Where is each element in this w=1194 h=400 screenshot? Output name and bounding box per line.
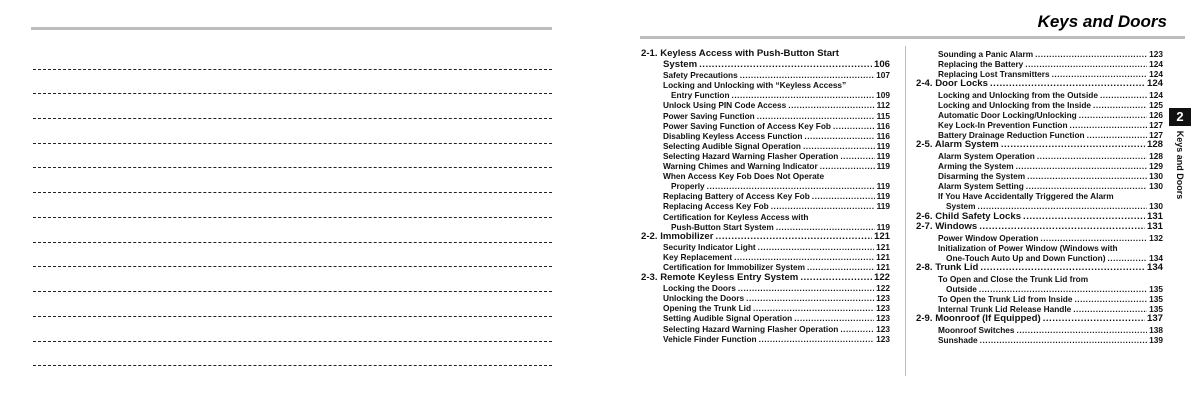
toc-page-number: 123 xyxy=(1149,49,1163,59)
toc-topic-entry xyxy=(916,100,1163,110)
toc-page-number: 123 xyxy=(876,313,890,324)
dot-leader xyxy=(840,151,874,161)
toc-page-number: 135 xyxy=(1149,303,1163,314)
dot-leader xyxy=(1074,294,1147,304)
toc-entry-title: Opening the Trunk Lid xyxy=(663,303,752,314)
toc-page-number: 115 xyxy=(876,110,890,121)
toc-page-number: 127 xyxy=(1149,130,1163,141)
toc-topic-entry xyxy=(916,191,1163,211)
dot-leader xyxy=(732,90,875,100)
dot-leader xyxy=(1107,253,1147,263)
toc-entry-title: 2-5. Alarm System xyxy=(916,139,999,151)
dot-leader xyxy=(1073,304,1147,314)
toc-page-number: 127 xyxy=(1149,120,1163,131)
toc-topic-entry xyxy=(641,80,890,100)
toc-page-number: 109 xyxy=(876,90,890,101)
note-line xyxy=(33,365,552,366)
dot-leader xyxy=(734,252,874,262)
toc-topic-entry xyxy=(641,191,890,201)
toc-entry-title: If You Have Accidentally Triggered the Alarm xyxy=(938,191,1114,202)
toc-entry-title: Power Saving Function xyxy=(663,110,755,121)
toc-topic-entry xyxy=(641,70,890,80)
toc-topic-entry xyxy=(641,141,890,151)
toc-topic-entry xyxy=(641,171,890,191)
toc-entry-title: Replacing Battery of Access Key Fob xyxy=(663,191,810,202)
toc-entry-title: 2-1. Keyless Access with Push-Button Start xyxy=(641,48,839,59)
toc-page-number: 122 xyxy=(873,271,890,283)
chapter-title-rule xyxy=(640,36,1185,39)
dot-leader xyxy=(776,222,875,232)
toc-entry-title: Locking and Unlocking from the Inside xyxy=(938,99,1092,110)
dot-leader xyxy=(1079,110,1147,120)
toc-page-number: 106 xyxy=(873,58,890,70)
dot-leader xyxy=(1001,140,1145,151)
toc-entry-title: Battery Drainage Reduction Function xyxy=(938,130,1085,141)
toc-entry-title: Unlocking the Doors xyxy=(663,293,745,304)
toc-entry-title: Outside xyxy=(946,283,977,294)
toc-entry-title: Disarming the System xyxy=(938,171,1026,182)
toc-page-number: 124 xyxy=(1149,59,1163,70)
toc-entry-title: Unlock Using PIN Code Access xyxy=(663,100,787,111)
toc-section-entry xyxy=(641,273,890,284)
toc-page-number: 116 xyxy=(876,130,890,141)
toc-topic-entry xyxy=(916,110,1163,120)
toc-entry-title: Alarm System Operation xyxy=(938,150,1035,161)
toc-page-number: 121 xyxy=(876,262,890,273)
toc-page-number: 119 xyxy=(876,181,890,192)
note-line xyxy=(33,217,552,218)
toc-entry-title: Selecting Hazard Warning Flasher Operation xyxy=(663,150,839,161)
toc-entry-title: Power Window Operation xyxy=(938,232,1039,243)
toc-entry-title: When Access Key Fob Does Not Operate xyxy=(663,171,825,182)
toc-entry-title: Replacing the Battery xyxy=(938,59,1024,70)
note-line xyxy=(33,192,552,193)
toc-column-left xyxy=(641,49,890,344)
dot-leader xyxy=(1016,161,1148,171)
note-line xyxy=(33,93,552,94)
dot-leader xyxy=(820,161,875,171)
note-line xyxy=(33,242,552,243)
toc-section-entry xyxy=(916,79,1163,90)
dot-leader xyxy=(979,284,1147,294)
toc-page-number: 122 xyxy=(876,283,890,294)
toc-entry-title: Entry Function xyxy=(671,90,730,101)
dot-leader xyxy=(980,335,1148,345)
toc-page-number: 131 xyxy=(1146,221,1163,233)
toc-entry-title: Internal Trunk Lid Release Handle xyxy=(938,303,1072,314)
toc-entry-title: System xyxy=(946,201,976,212)
dot-leader xyxy=(833,121,875,131)
toc-page-number: 134 xyxy=(1146,261,1163,273)
note-line xyxy=(33,143,552,144)
toc-entry-title: Push-Button Start System xyxy=(671,221,774,232)
dot-leader xyxy=(757,111,875,121)
toc-entry-title: Selecting Hazard Warning Flasher Operation xyxy=(663,323,839,334)
dot-leader xyxy=(979,222,1145,233)
toc-topic-entry xyxy=(916,325,1163,335)
toc-entry-title: Setting Audible Signal Operation xyxy=(663,313,793,324)
toc-topic-entry xyxy=(916,335,1163,345)
toc-page-number: 128 xyxy=(1149,150,1163,161)
toc-topic-entry xyxy=(916,120,1163,130)
dot-leader xyxy=(1100,90,1147,100)
dot-leader xyxy=(1070,120,1148,130)
dot-leader xyxy=(794,313,874,323)
dot-leader xyxy=(812,191,875,201)
toc-section-entry xyxy=(916,222,1163,233)
dot-leader xyxy=(1035,49,1147,59)
dot-leader xyxy=(716,232,872,243)
toc-entry-title: Locking the Doors xyxy=(663,283,736,294)
toc-page-number: 116 xyxy=(876,120,890,131)
toc-page-number: 119 xyxy=(876,150,890,161)
dot-leader xyxy=(1025,59,1147,69)
toc-entry-title: Properly xyxy=(671,181,705,192)
toc-entry-title: Locking and Unlocking with “Keyless Access” xyxy=(663,80,847,91)
toc-topic-entry xyxy=(641,212,890,232)
toc-entry-title: Safety Precautions xyxy=(663,70,738,81)
toc-page-number: 119 xyxy=(876,140,890,151)
toc-entry-title: Sounding a Panic Alarm xyxy=(938,49,1034,59)
toc-page-number: 130 xyxy=(1149,181,1163,192)
toc-page-number: 129 xyxy=(1149,161,1163,172)
toc-topic-entry xyxy=(916,161,1163,171)
toc-page-number: 119 xyxy=(876,191,890,202)
toc-page-number: 138 xyxy=(1149,324,1163,335)
dot-leader xyxy=(840,324,874,334)
dot-leader xyxy=(1052,69,1148,79)
toc-page-number: 119 xyxy=(876,201,890,212)
dot-leader xyxy=(807,262,874,272)
toc-entry-title: Locking and Unlocking from the Outside xyxy=(938,89,1098,100)
toc-entry-title: Sunshade xyxy=(938,334,978,345)
toc-topic-entry xyxy=(641,131,890,141)
dot-leader xyxy=(1040,233,1147,243)
dot-leader xyxy=(758,242,874,252)
toc-page-number: 112 xyxy=(876,100,890,111)
toc-entry-title: Certification for Keyless Access with xyxy=(663,211,809,222)
toc-topic-entry xyxy=(916,181,1163,191)
toc-page-number: 135 xyxy=(1149,293,1163,304)
toc-page-number: 125 xyxy=(1149,99,1163,110)
dot-leader xyxy=(1023,212,1145,223)
toc-topic-entry xyxy=(641,151,890,161)
toc-page-number: 119 xyxy=(876,221,890,232)
toc-page-number: 131 xyxy=(1146,210,1163,222)
toc-entry-title: 2-7. Windows xyxy=(916,221,978,233)
toc-entry-title: To Open the Trunk Lid from Inside xyxy=(938,293,1073,304)
toc-page-number: 123 xyxy=(876,333,890,344)
toc-entry-title: 2-3. Remote Keyless Entry System xyxy=(641,271,799,283)
toc-section-entry xyxy=(641,49,890,70)
toc-column-right xyxy=(916,49,1163,345)
toc-entry-title: Security Indicator Light xyxy=(663,242,756,253)
toc-entry-title: 2-4. Door Locks xyxy=(916,78,988,90)
toc-page-number: 124 xyxy=(1146,78,1163,90)
toc-page-number: 119 xyxy=(876,161,890,172)
toc-topic-entry xyxy=(641,252,890,262)
toc-page-number: 130 xyxy=(1149,201,1163,212)
toc-topic-entry xyxy=(641,161,890,171)
toc-topic-entry xyxy=(916,233,1163,243)
column-divider xyxy=(905,46,906,376)
notes-top-rule xyxy=(31,27,552,30)
toc-page-number: 107 xyxy=(876,70,890,81)
dot-leader xyxy=(1087,130,1148,140)
note-line xyxy=(33,341,552,342)
dot-leader xyxy=(771,201,875,211)
toc-page-number: 123 xyxy=(876,303,890,314)
toc-topic-entry xyxy=(641,334,890,344)
chapter-tab-label xyxy=(1167,128,1193,202)
note-line xyxy=(33,69,552,70)
toc-entry-title: Disabling Keyless Access Function xyxy=(663,130,803,141)
toc-page-number: 123 xyxy=(876,323,890,334)
toc-topic-entry xyxy=(641,303,890,313)
toc-page-number: 124 xyxy=(1149,89,1163,100)
toc-topic-entry xyxy=(916,151,1163,161)
dot-leader xyxy=(978,201,1148,211)
dot-leader xyxy=(1026,181,1147,191)
note-line xyxy=(33,167,552,168)
toc-topic-entry xyxy=(641,111,890,121)
dot-leader xyxy=(1093,100,1147,110)
toc-page-number: 132 xyxy=(1149,232,1163,243)
chapter-tab-label-text: Keys and Doors xyxy=(1175,130,1185,200)
toc-entry-title: 2-6. Child Safety Locks xyxy=(916,210,1022,222)
toc-page-number: 126 xyxy=(1149,110,1163,121)
toc-entry-title: 2-8. Trunk Lid xyxy=(916,261,979,273)
toc-entry-title: Selecting Audible Signal Operation xyxy=(663,140,801,151)
note-line xyxy=(33,266,552,267)
dot-leader xyxy=(1027,171,1147,181)
toc-page-number: 130 xyxy=(1149,171,1163,182)
toc-topic-entry xyxy=(641,324,890,334)
dot-leader xyxy=(800,273,872,284)
dot-leader xyxy=(1043,314,1145,325)
toc-entry-title: Alarm System Setting xyxy=(938,181,1024,192)
toc-section-entry xyxy=(916,140,1163,151)
dot-leader xyxy=(803,141,875,151)
toc-entry-title: System xyxy=(663,58,698,70)
dot-leader xyxy=(707,181,875,191)
toc-page-number: 123 xyxy=(876,293,890,304)
dot-leader xyxy=(804,131,874,141)
toc-topic-entry xyxy=(916,59,1163,69)
toc-page-number: 121 xyxy=(873,230,890,242)
toc-entry-title: 2-9. Moonroof (If Equipped) xyxy=(916,312,1041,324)
toc-entry-title: Initialization of Power Window (Windows with xyxy=(938,242,1118,253)
dot-leader xyxy=(980,263,1145,274)
dot-leader xyxy=(746,293,874,303)
dot-leader xyxy=(788,100,874,110)
chapter-title: Keys and Doors xyxy=(1037,12,1167,31)
note-line xyxy=(33,118,552,119)
toc-entry-title: Vehicle Finder Function xyxy=(663,333,757,344)
chapter-tab-number: 2 xyxy=(1169,108,1191,126)
toc-topic-entry xyxy=(916,274,1163,294)
toc-entry-title: Automatic Door Locking/Unlocking xyxy=(938,110,1077,121)
toc-topic-entry xyxy=(641,293,890,303)
toc-entry-title: Key Lock-In Prevention Function xyxy=(938,120,1068,131)
toc-topic-entry xyxy=(641,100,890,110)
toc-page-number: 135 xyxy=(1149,283,1163,294)
toc-topic-entry xyxy=(916,294,1163,304)
toc-topic-entry xyxy=(641,201,890,211)
toc-entry-title: Replacing Access Key Fob xyxy=(663,201,769,212)
toc-topic-entry xyxy=(916,171,1163,181)
dot-leader xyxy=(1017,325,1148,335)
toc-topic-entry xyxy=(916,49,1163,59)
toc-page-number: 128 xyxy=(1146,139,1163,151)
toc-topic-entry xyxy=(641,242,890,252)
toc-page-number: 124 xyxy=(1149,69,1163,80)
toc-page-number: 121 xyxy=(876,242,890,253)
toc-entry-title: Arming the System xyxy=(938,161,1014,172)
dot-leader xyxy=(1037,151,1147,161)
dot-leader xyxy=(740,70,874,80)
toc-topic-entry xyxy=(641,121,890,131)
dot-leader xyxy=(738,283,874,293)
note-line xyxy=(33,291,552,292)
toc-entry-title: To Open and Close the Trunk Lid from xyxy=(938,273,1089,284)
toc-entry-title: Certification for Immobilizer System xyxy=(663,262,805,273)
toc-topic-entry xyxy=(916,243,1163,263)
toc-page-number: 134 xyxy=(1149,252,1163,263)
toc-topic-entry xyxy=(641,313,890,323)
dot-leader xyxy=(753,303,874,313)
toc-entry-title: Replacing Lost Transmitters xyxy=(938,69,1050,80)
dot-leader xyxy=(990,79,1145,90)
toc-entry-title: Key Replacement xyxy=(663,252,733,263)
toc-entry-title: 2-2. Immobilizer xyxy=(641,230,714,242)
toc-topic-entry xyxy=(916,90,1163,100)
toc-entry-title: Warning Chimes and Warning Indicator xyxy=(663,161,818,172)
toc-entry-title: Power Saving Function of Access Key Fob xyxy=(663,120,831,131)
toc-topic-entry xyxy=(641,283,890,293)
dot-leader xyxy=(699,60,872,71)
toc-section-entry xyxy=(641,232,890,243)
toc-page-number: 121 xyxy=(876,252,890,263)
toc-page-number: 137 xyxy=(1146,312,1163,324)
note-line xyxy=(33,316,552,317)
dot-leader xyxy=(759,334,875,344)
toc-entry-title: One-Touch Auto Up and Down Function) xyxy=(946,252,1106,263)
toc-section-entry xyxy=(916,263,1163,274)
toc-section-entry xyxy=(916,314,1163,325)
toc-entry-title: Moonroof Switches xyxy=(938,324,1015,335)
toc-page-number: 139 xyxy=(1149,334,1163,345)
